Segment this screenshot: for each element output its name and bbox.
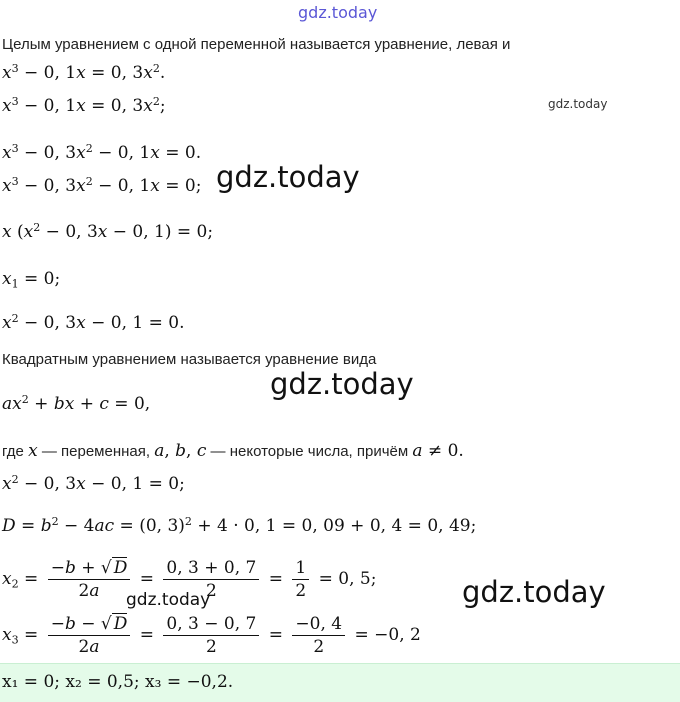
answer-bar [0, 663, 680, 702]
equation-quadratic: $x^2 - 0$, 3x − 0, 1 = 0. [2, 311, 185, 333]
equation-restated: $x^3 - 0$, 1x = 0, $3x^2$; [2, 94, 166, 116]
root-x1: $x_1 = 0$; [2, 269, 61, 291]
fraction-simplified-minus: $\frac{-0, 4}{2}$ [292, 613, 345, 658]
watermark-large-1: gdz.today [216, 160, 360, 194]
equation-original: $x^3 - 0$, 1x = 0, $3x^2$. [2, 61, 166, 83]
discriminant: $D = b^2 - 4ac = (0$, 3)$^2$ + 4 · 0, 1 = 0, 09 + 0, 4 = 0, 49; [2, 514, 477, 536]
watermark-large-3: gdz.today [462, 575, 606, 609]
quadratic-definition: Квадратным уравнением называется уравнение вида [2, 351, 377, 368]
root-x2: $x_2$ = $\frac{-b + √ D}{2a}$ = $\frac{0, 3 + 0, 7}{2}$ = $\frac{1}{2}$ = 0, 5; [2, 558, 377, 601]
intro-text: Целым уравнением с одной переменной называется уравнение, левая и [2, 36, 511, 53]
watermark-small: gdz.today [548, 97, 608, 111]
quadratic-general-form: $ax^2$ + bx + c = 0, [2, 392, 151, 414]
fraction-substituted-minus: $\frac{0, 3 - 0, 7}{2}$ [163, 613, 259, 658]
fraction-simplified: $\frac{1}{2}$ [292, 557, 309, 602]
equation-moved-restated: $x^3 - 0$, $3x^2 - 0$, 1x = 0; [2, 174, 202, 196]
equation-moved: $x^3 - 0$, $3x^2 - 0$, 1x = 0. [2, 141, 202, 163]
root-x3: $x_3$ = $\frac{-b - √ D}{2a}$ = $\frac{0, 3 - 0, 7}{2}$ = $\frac{-0, 4}{2}$ = −0, 2 [2, 614, 421, 657]
watermark-top: gdz.today [298, 3, 378, 22]
watermark-large-2: gdz.today [270, 367, 414, 401]
answer-text: x₁ = 0; x₂ = 0,5; x₃ = −0,2. [2, 672, 234, 692]
fraction-substituted: $\frac{0, 3 + 0, 7}{2}$ [163, 557, 259, 602]
watermark-inline: gdz.today [126, 590, 211, 610]
fraction-formula: $\frac{-b + √ D}{2a}$ [48, 557, 131, 602]
fraction-formula-minus: $\frac{-b - √ D}{2a}$ [48, 613, 131, 658]
equation-factored: x ($x^2 - 0$, 3x − 0, 1) = 0; [2, 220, 214, 242]
equation-quadratic-restated: $x^2 - 0$, 3x − 0, 1 = 0; [2, 472, 185, 494]
where-text: где x — переменная, a, b, c — некоторые числа, причём a ≠ 0. [2, 441, 464, 461]
